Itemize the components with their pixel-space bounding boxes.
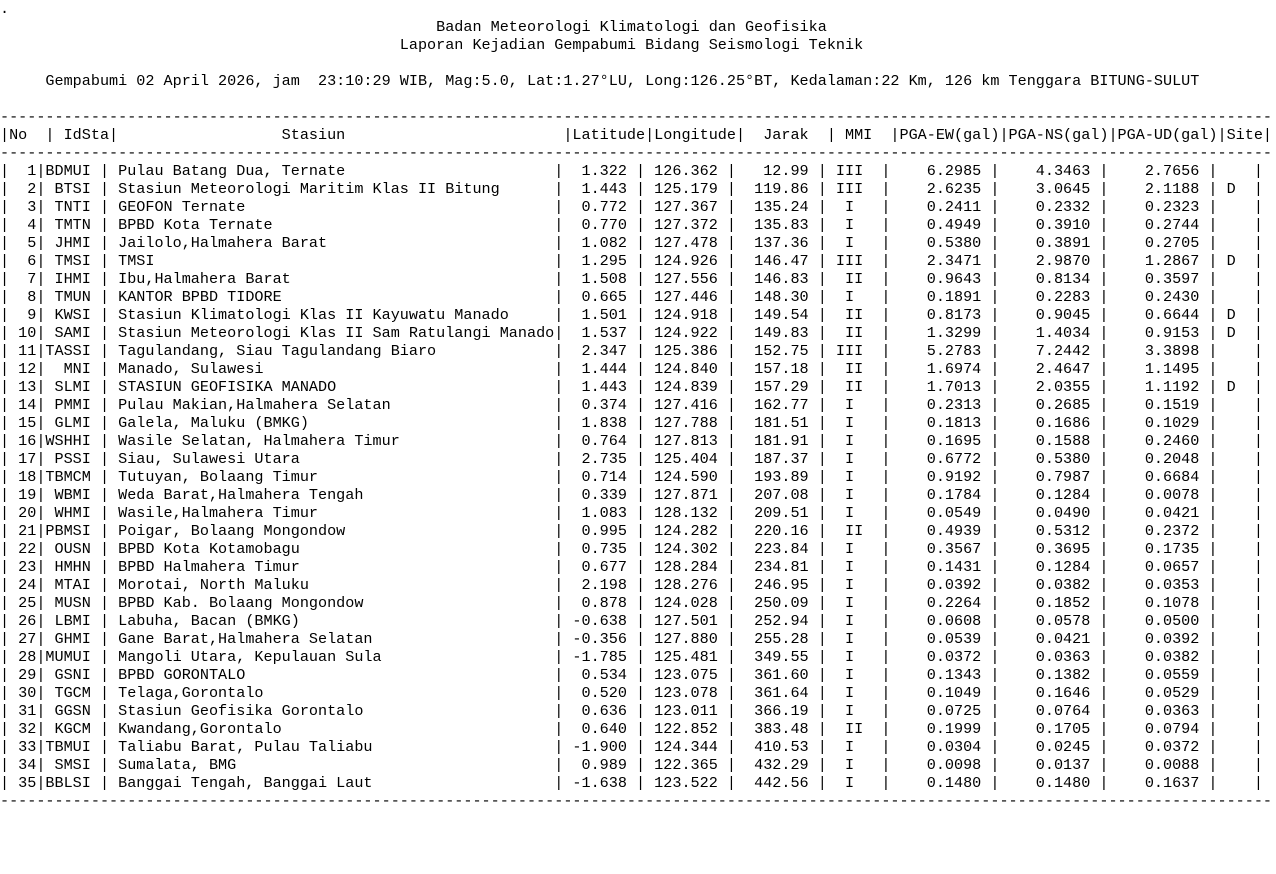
table-row: | 18|TBMCM | Tutuyan, Bolaang Timur | 0.714 | 124.590 | 193.89 | I | 0.9192 | 0.7987 | 0.6684 | | (0, 468, 1263, 486)
blank-line (0, 90, 1272, 108)
table-row: | 14| PMMI | Pulau Makian,Halmahera Selatan | 0.374 | 127.416 | 162.77 | I | 0.2313 | 0.2685 | 0.1519 | | (0, 396, 1263, 414)
table-header-divider: -------------------------------------------------------------------------------------------------------------------------------------------- (0, 144, 1273, 162)
table-row: | 30| TGCM | Telaga,Gorontalo | 0.520 | 123.078 | 361.64 | I | 0.1049 | 0.1646 | 0.0529 | | (0, 684, 1263, 702)
table-row: | 21|PBMSI | Poigar, Bolaang Mongondow | 0.995 | 124.282 | 220.16 | II | 0.4939 | 0.5312 | 0.2372 | | (0, 522, 1263, 540)
table-row: | 25| MUSN | BPBD Kab. Bolaang Mongondow | 0.878 | 124.028 | 250.09 | I | 0.2264 | 0.1852 | 0.1078 | | (0, 594, 1263, 612)
table-row: | 27| GHMI | Gane Barat,Halmahera Selatan | -0.356 | 127.880 | 255.28 | I | 0.0539 | 0.0421 | 0.0392 | | (0, 630, 1263, 648)
table-row: | 10| SAMI | Stasiun Meteorologi Klas II Sam Ratulangi Manado| 1.537 | 124.922 | 149.83 | II | 1.3299 | 1.4034 | 0.9153 | D | (0, 324, 1263, 342)
table-row: | 23| HMHN | BPBD Halmahera Timur | 0.677 | 128.284 | 234.81 | I | 0.1431 | 0.1284 | 0.0657 | | (0, 558, 1263, 576)
table-row: | 28|MUMUI | Mangoli Utara, Kepulauan Sula | -1.785 | 125.481 | 349.55 | I | 0.0372 | 0.0363 | 0.0382 | | (0, 648, 1263, 666)
table-row: | 11|TASSI | Tagulandang, Siau Tagulandang Biaro | 2.347 | 125.386 | 152.75 | III | 5.2783 | 7.2442 | 3.3898 | | (0, 342, 1263, 360)
table-row: | 34| SMSI | Sumalata, BMG | 0.989 | 122.365 | 432.29 | I | 0.0098 | 0.0137 | 0.0088 | | (0, 756, 1263, 774)
table-row: | 31| GGSN | Stasiun Geofisika Gorontalo | 0.636 | 123.011 | 366.19 | I | 0.0725 | 0.0764 | 0.0363 | | (0, 702, 1263, 720)
report-title-subtitle: Laporan Kejadian Gempabumi Bidang Seismologi Teknik (0, 36, 864, 54)
table-row: | 16|WSHHI | Wasile Selatan, Halmahera Timur | 0.764 | 127.813 | 181.91 | I | 0.1695 | 0.1588 | 0.2460 | | (0, 432, 1263, 450)
table-row: | 12| MNI | Manado, Sulawesi | 1.444 | 124.840 | 157.18 | II | 1.6974 | 2.4647 | 1.1495 | | (0, 360, 1263, 378)
table-row: | 6| TMSI | TMSI | 1.295 | 124.926 | 146.47 | III | 2.3471 | 2.9870 | 1.2867 | D | (0, 252, 1263, 270)
blank-line (0, 54, 1272, 72)
table-row: | 29| GSNI | BPBD GORONTALO | 0.534 | 123.075 | 361.60 | I | 0.1343 | 0.1382 | 0.0559 | | (0, 666, 1263, 684)
table-bottom-divider: -------------------------------------------------------------------------------------------------------------------------------------------- (0, 792, 1273, 810)
report-title-agency: Badan Meteorologi Klimatologi dan Geofisika (0, 18, 827, 36)
table-row: | 8| TMUN | KANTOR BPBD TIDORE | 0.665 | 127.446 | 148.30 | I | 0.1891 | 0.2283 | 0.2430 | | (0, 288, 1263, 306)
table-body (0, 162, 1272, 792)
table-row: | 17| PSSI | Siau, Sulawesi Utara | 2.735 | 125.404 | 187.37 | I | 0.6772 | 0.5380 | 0.2048 | | (0, 450, 1263, 468)
table-row: | 9| KWSI | Stasiun Klimatologi Klas II Kayuwatu Manado | 1.501 | 124.918 | 149.54 | II | 0.8173 | 0.9045 | 0.6644 | D | (0, 306, 1263, 324)
table-row: | 35|BBLSI | Banggai Tengah, Banggai Laut | -1.638 | 123.522 | 442.56 | I | 0.1480 | 0.1480 | 0.1637 | | (0, 774, 1263, 792)
table-row: | 13| SLMI | STASIUN GEOFISIKA MANADO | 1.443 | 124.839 | 157.29 | II | 1.7013 | 2.0355 | 1.1192 | D | (0, 378, 1263, 396)
table-row: | 19| WBMI | Weda Barat,Halmahera Tengah | 0.339 | 127.871 | 207.08 | I | 0.1784 | 0.1284 | 0.0078 | | (0, 486, 1263, 504)
table-row: | 15| GLMI | Galela, Maluku (BMKG) | 1.838 | 127.788 | 181.51 | I | 0.1813 | 0.1686 | 0.1029 | | (0, 414, 1263, 432)
table-row: | 3| TNTI | GEOFON Ternate | 0.772 | 127.367 | 135.24 | I | 0.2411 | 0.2332 | 0.2323 | | (0, 198, 1263, 216)
table-row: | 20| WHMI | Wasile,Halmahera Timur | 1.083 | 128.132 | 209.51 | I | 0.0549 | 0.0490 | 0.0421 | | (0, 504, 1263, 522)
table-top-divider: -------------------------------------------------------------------------------------------------------------------------------------------- (0, 108, 1273, 126)
top-marker: . (0, 0, 10, 18)
table-row: | 4| TMTN | BPBD Kota Ternate | 0.770 | 127.372 | 135.83 | I | 0.4949 | 0.3910 | 0.2744 | | (0, 216, 1263, 234)
table-row: | 33|TBMUI | Taliabu Barat, Pulau Taliabu | -1.900 | 124.344 | 410.53 | I | 0.0304 | 0.0245 | 0.0372 | | (0, 738, 1263, 756)
table-row: | 22| OUSN | BPBD Kota Kotamobagu | 0.735 | 124.302 | 223.84 | I | 0.3567 | 0.3695 | 0.1735 | | (0, 540, 1263, 558)
table-row: | 5| JHMI | Jailolo,Halmahera Barat | 1.082 | 127.478 | 137.36 | I | 0.5380 | 0.3891 | 0.2705 | | (0, 234, 1263, 252)
table-row: | 2| BTSI | Stasiun Meteorologi Maritim Klas II Bitung | 1.443 | 125.179 | 119.86 | III | 2.6235 | 3.0645 | 2.1188 | D | (0, 180, 1263, 198)
table-header-row: |No | IdSta| Stasiun |Latitude|Longitude| Jarak | MMI |PGA-EW(gal)|PGA-NS(gal)|PGA-UD(gal)|Site| (0, 126, 1273, 144)
table-row: | 24| MTAI | Morotai, North Maluku | 2.198 | 128.276 | 246.95 | I | 0.0392 | 0.0382 | 0.0353 | | (0, 576, 1263, 594)
table-row: | 26| LBMI | Labuha, Bacan (BMKG) | -0.638 | 127.501 | 252.94 | I | 0.0608 | 0.0578 | 0.0500 | | (0, 612, 1263, 630)
table-row: | 32| KGCM | Kwandang,Gorontalo | 0.640 | 122.852 | 383.48 | II | 0.1999 | 0.1705 | 0.0794 | | (0, 720, 1263, 738)
table-row: | 1|BDMUI | Pulau Batang Dua, Ternate | 1.322 | 126.362 | 12.99 | III | 6.2985 | 4.3463 | 2.7656 | | (0, 162, 1263, 180)
table-row: | 7| IHMI | Ibu,Halmahera Barat | 1.508 | 127.556 | 146.83 | II | 0.9643 | 0.8134 | 0.3597 | | (0, 270, 1263, 288)
event-summary-line: Gempabumi 02 April 2026, jam 23:10:29 WIB, Mag:5.0, Lat:1.27°LU, Long:126.25°BT, Kedalaman:22 Km, 126 km Tenggara BITUNG-SULUT (0, 72, 1200, 90)
